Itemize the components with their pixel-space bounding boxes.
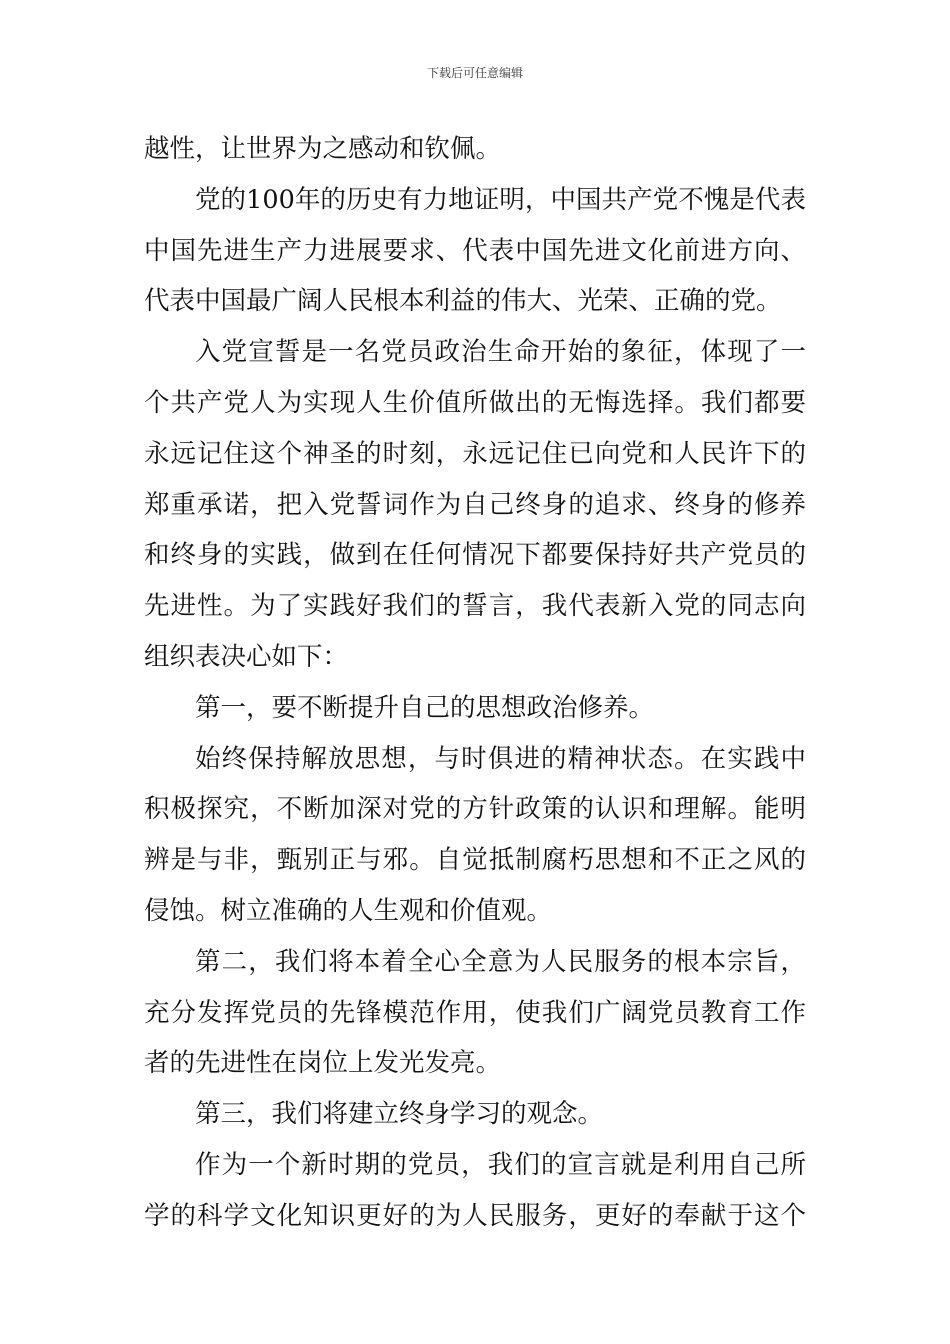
text-line: 和终身的实践，做到在任何情况下都要保持好共产党员的 xyxy=(144,540,806,571)
text-line: 积极探究，不断加深对党的方针政策的认识和理解。能明 xyxy=(144,794,806,825)
document-body xyxy=(144,124,806,1242)
text-line: 侵蚀。树立准确的人生观和价值观。 xyxy=(144,895,553,926)
text-line: 辨是与非，甄别正与邪。自觉抵制腐朽思想和不正之风的 xyxy=(144,845,806,876)
text-line: 组织表决心如下： xyxy=(144,641,349,672)
text-line: 中国先进生产力进展要求、代表中国先进文化前进方向、 xyxy=(144,235,806,266)
text-line: 代表中国最广阔人民根本利益的伟大、光荣、正确的党。 xyxy=(144,286,782,317)
text-line: 个共产党人为实现人生价值所做出的无悔选择。我们都要 xyxy=(144,387,806,418)
text-line: 始终保持解放思想，与时俱进的精神状态。在实践中 xyxy=(195,743,806,774)
text-line: 入党宣誓是一名党员政治生命开始的象征，体现了一 xyxy=(195,337,806,368)
text-line: 第二，我们将本着全心全意为人民服务的根本宗旨， xyxy=(195,946,806,977)
text-line: 先进性。为了实践好我们的誓言，我代表新入党的同志向 xyxy=(144,591,806,622)
text-line: 越性，让世界为之感动和钦佩。 xyxy=(144,134,502,164)
text-line: 者的先进性在岗位上发光发亮。 xyxy=(144,1048,502,1079)
text-line: 第三，我们将建立终身学习的观念。 xyxy=(195,1099,604,1130)
text-line: 作为一个新时期的党员，我们的宣言就是利用自己所 xyxy=(195,1149,806,1180)
page-header: 下载后可任意编辑 xyxy=(426,66,523,80)
text-line: 第一，要不断提升自己的思想政治修养。 xyxy=(195,692,655,723)
text-line: 郑重承诺，把入党誓词作为自己终身的追求、终身的修养 xyxy=(144,489,806,520)
text-line: 学的科学文化知识更好的为人民服务，更好的奉献于这个 xyxy=(144,1200,806,1231)
text-line: 充分发挥党员的先锋模范作用，使我们广阔党员教育工作 xyxy=(144,997,806,1028)
text-line: 党的100年的历史有力地证明，中国共产党不愧是代表 xyxy=(195,184,806,215)
text-line: 永远记住这个神圣的时刻，永远记住已向党和人民许下的 xyxy=(144,438,806,469)
